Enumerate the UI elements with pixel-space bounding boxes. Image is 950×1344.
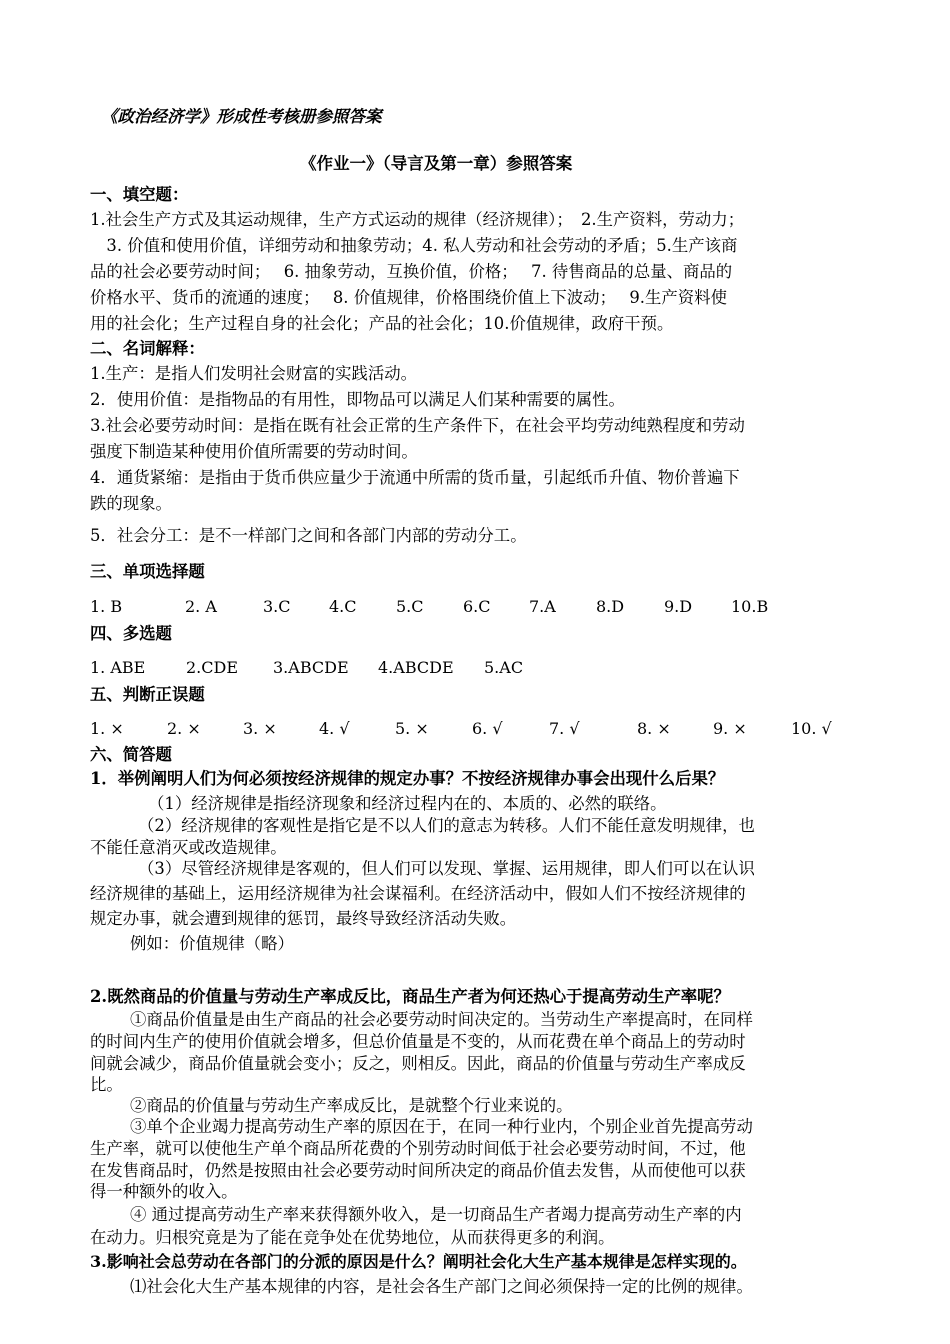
answer-item: 6.C [463, 597, 491, 616]
answer-item: 2. A [185, 597, 217, 616]
answer-item: 5.AC [484, 658, 524, 677]
answer-item: 4. √ [319, 719, 350, 738]
definition-line: 3.社会必要劳动时间：是指在既有社会正常的生产条件下，在社会平均劳动纯熟程度和劳动 [90, 416, 745, 435]
question-3: 3.影响社会总劳动在各部门的分派的原因是什么？阐明社会化大生产基本规律是怎样实现的。 [90, 1252, 747, 1271]
answer-item: 3. × [243, 719, 277, 738]
answer-line: 例如：价值规律（略） [130, 934, 294, 953]
answer-line: 得一种额外的收入。 [90, 1182, 238, 1201]
answer-item: 5.C [396, 597, 424, 616]
answer-item: 1. × [90, 719, 124, 738]
answer-line: ③单个企业竭力提高劳动生产率的原因在于，在同一种行业内，个别企业首先提高劳动 [130, 1117, 753, 1136]
definition-line: 5．社会分工：是不一样部门之间和各部门内部的劳动分工。 [90, 526, 527, 545]
answer-item: 1. B [90, 597, 123, 616]
answer-item: 2. × [167, 719, 201, 738]
answer-item: 1. ABE [90, 658, 146, 677]
definition-line: 4．通货紧缩：是指由于货币供应量少于流通中所需的货币量，引起纸币升值、物价普遍下 [90, 468, 740, 487]
answer-line: ①商品价值量是由生产商品的社会必要劳动时间决定的。当劳动生产率提高时，在同样 [130, 1010, 753, 1029]
answer-item: 7. √ [549, 719, 580, 738]
answer-item: 4.C [329, 597, 357, 616]
definition-line: 跌的现象。 [90, 494, 172, 513]
answer-line: ②商品的价值量与劳动生产率成反比，是就整个行业来说的。 [130, 1096, 573, 1115]
answer-item: 5. × [395, 719, 429, 738]
section-heading-definitions: 二、名词解释： [90, 339, 205, 358]
fill-blank-line: 用的社会化；生产过程自身的社会化；产品的社会化；10.价值规律，政府干预。 [90, 314, 674, 333]
answer-item: 8. × [637, 719, 671, 738]
answer-item: 3.ABCDE [273, 658, 349, 677]
section-heading-fill-blank: 一、填空题： [90, 185, 189, 204]
answer-line: （3）尽管经济规律是客观的，但人们可以发现、掌握、运用规律，即人们可以在认识 [138, 859, 755, 878]
answer-item: 3.C [263, 597, 291, 616]
section-heading-short-answer: 六、简答题 [90, 745, 172, 764]
answer-line: 在发售商品时，仍然是按照由社会必要劳动时间所决定的商品价值去发售，从而使他可以获 [90, 1161, 746, 1180]
assignment-subtitle: 《作业一》（导言及第一章）参照答案 [300, 154, 573, 173]
answer-line: （2）经济规律的客观性是指它是不以人们的意志为转移。人们不能任意发明规律，也 [138, 816, 755, 835]
answer-item: 6. √ [472, 719, 503, 738]
multi-choice-answers [90, 656, 523, 680]
question-1: 1．举例阐明人们为何必须按经济规律的规定办事？不按经济规律办事会出现什么后果？ [90, 769, 725, 788]
answer-line: 规定办事，就会遭到规律的惩罚，最终导致经济活动失败。 [90, 909, 517, 928]
definition-line: 强度下制造某种使用价值所需要的劳动时间。 [90, 442, 418, 461]
true-false-answers [90, 717, 832, 741]
fill-blank-line: 1.社会生产方式及其运动规律，生产方式运动的规律（经济规律）； 2.生产资料，劳动力； [90, 210, 745, 229]
answer-item: 9.D [664, 597, 693, 616]
definition-line: 1.生产：是指人们发明社会财富的实践活动。 [90, 364, 418, 383]
answer-item: 4.ABCDE [378, 658, 454, 677]
answer-item: 10.B [731, 597, 769, 616]
answer-line: ④ 通过提高劳动生产率来获得额外收入，是一切商品生产者竭力提高劳动生产率的内 [130, 1205, 742, 1224]
fill-blank-line: 3. 价值和使用价值，详细劳动和抽象劳动；4. 私人劳动和社会劳动的矛盾；5.生产该商 [90, 236, 738, 255]
answer-item: 9. × [713, 719, 747, 738]
answer-line: 间就会减少，商品价值量就会变小；反之，则相反。因此，商品的价值量与劳动生产率成反 [90, 1054, 746, 1073]
section-heading-single-choice: 三、单项选择题 [90, 562, 205, 581]
definition-line: 2．使用价值：是指物品的有用性，即物品可以满足人们某种需要的属性。 [90, 390, 625, 409]
answer-item: 10. √ [791, 719, 832, 738]
answer-line: 的时间内生产的使用价值就会增多，但总价值量是不变的，从而花费在单个商品上的劳动时 [90, 1032, 746, 1051]
single-choice-answers [90, 595, 768, 619]
answer-line: 经济规律的基础上，运用经济规律为社会谋福利。在经济活动中，假如人们不按经济规律的 [90, 884, 746, 903]
answer-line: （1）经济规律是指经济现象和经济过程内在的、本质的、必然的联络。 [148, 794, 667, 813]
section-heading-true-false: 五、判断正误题 [90, 685, 205, 704]
answer-item: 8.D [596, 597, 625, 616]
answer-line: ⑴社会化大生产基本规律的内容，是社会各生产部门之间必须保持一定的比例的规律。 [130, 1277, 753, 1296]
answer-line: 在动力。归根究竟是为了能在竞争处在优势地位，从而获得更多的利润。 [90, 1228, 615, 1247]
answer-line: 比。 [90, 1075, 123, 1094]
section-heading-multi-choice: 四、多选题 [90, 624, 172, 643]
fill-blank-line: 价格水平、货币的流通的速度； 8. 价值规律，价格围绕价值上下波动； 9.生产资料使 [90, 288, 727, 307]
answer-item: 7.A [529, 597, 556, 616]
answer-line: 不能任意消灭或改造规律。 [90, 838, 287, 857]
document-title: 《政治经济学》形成性考核册参照答案 [101, 107, 382, 126]
answer-line: 生产率，就可以使他生产单个商品所花费的个别劳动时间低于社会必要劳动时间，不过，他 [90, 1139, 746, 1158]
question-2: 2.既然商品的价值量与劳动生产率成反比，商品生产者为何还热心于提高劳动生产率呢？ [90, 987, 730, 1006]
fill-blank-line: 品的社会必要劳动时间； 6. 抽象劳动，互换价值，价格； 7. 待售商品的总量、商品的 [90, 262, 733, 281]
answer-item: 2.CDE [186, 658, 239, 677]
